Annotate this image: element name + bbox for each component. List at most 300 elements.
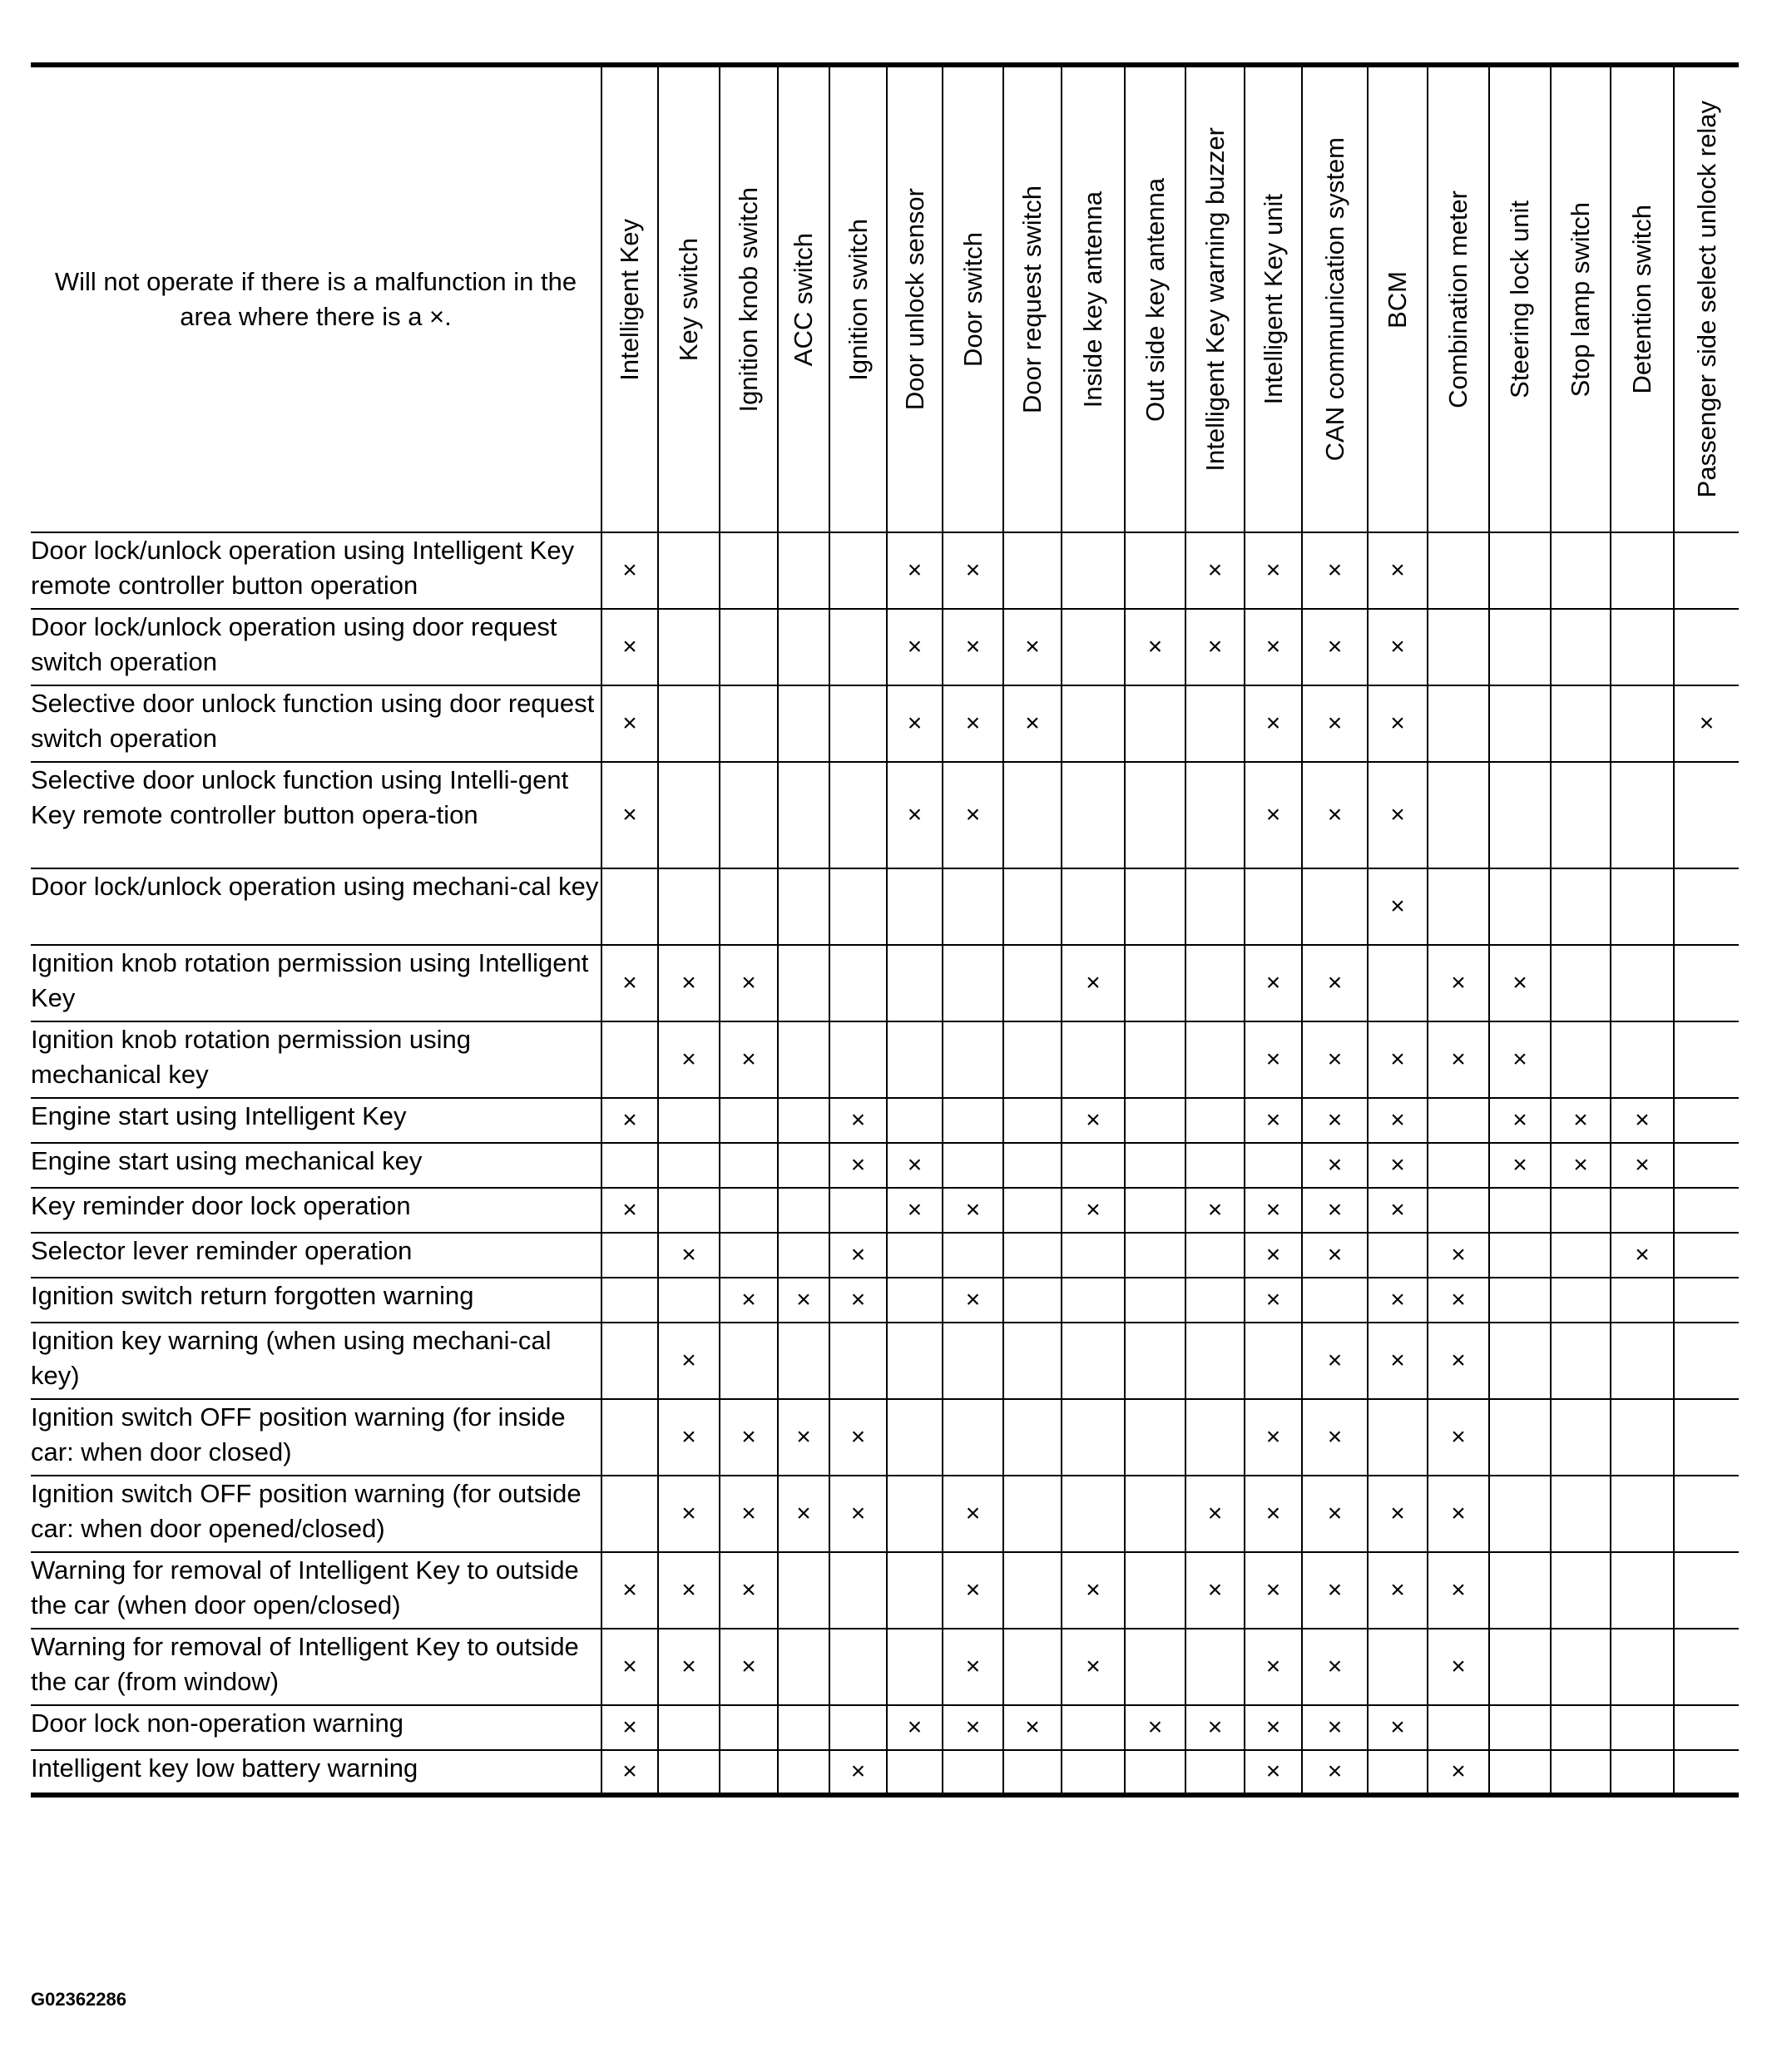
x-mark-cell: × [1428, 1552, 1489, 1629]
table-row [31, 868, 1739, 945]
x-mark-cell: × [658, 945, 720, 1021]
row-label: Door lock/unlock operation using door request switch operation [31, 609, 601, 685]
empty-cell [720, 1188, 778, 1233]
x-mark-cell: × [1302, 1188, 1368, 1233]
column-header-label: Combination meter [1443, 190, 1472, 408]
row-label: Engine start using mechanical key [31, 1143, 601, 1188]
table-row [31, 1705, 1739, 1750]
header-row [31, 65, 1739, 532]
x-mark-cell: × [1302, 1021, 1368, 1098]
row-label: Door lock/unlock operation using mechani-cal key [31, 868, 601, 945]
empty-cell [778, 868, 829, 945]
column-header-label: CAN communication system [1319, 137, 1349, 462]
x-mark-cell: × [1368, 685, 1428, 762]
empty-cell [1611, 945, 1674, 1021]
table-row [31, 532, 1739, 609]
empty-cell [1125, 945, 1185, 1021]
empty-cell [720, 532, 778, 609]
empty-cell [778, 1750, 829, 1795]
empty-cell [1062, 532, 1125, 609]
x-mark-cell: × [943, 1552, 1003, 1629]
empty-cell [720, 609, 778, 685]
empty-cell [720, 1750, 778, 1795]
empty-cell [1674, 1188, 1739, 1233]
x-mark-cell: × [1185, 1188, 1245, 1233]
column-header [1674, 65, 1739, 532]
x-mark-cell: × [658, 1021, 720, 1098]
empty-cell [1003, 1750, 1062, 1795]
x-mark-cell: × [1368, 1098, 1428, 1143]
x-mark-cell: × [1302, 532, 1368, 609]
x-mark-cell: × [1003, 1705, 1062, 1750]
x-mark-cell: × [1368, 1705, 1428, 1750]
x-mark-cell: × [1185, 532, 1245, 609]
empty-cell [1489, 1278, 1551, 1323]
empty-cell [1003, 1552, 1062, 1629]
x-mark-cell: × [1245, 1188, 1302, 1233]
row-label: Ignition knob rotation permission using Intelligent Key [31, 945, 601, 1021]
empty-cell [943, 1098, 1003, 1143]
empty-cell [829, 1629, 887, 1705]
table-body [31, 532, 1739, 1795]
row-label: Key reminder door lock operation [31, 1188, 601, 1233]
table-row [31, 609, 1739, 685]
row-label: Selective door unlock function using door request switch operation [31, 685, 601, 762]
column-header-label: Passenger side select unlock relay [1691, 101, 1721, 498]
empty-cell [1245, 1143, 1302, 1188]
empty-cell [601, 1233, 658, 1278]
empty-cell [1489, 1705, 1551, 1750]
x-mark-cell: × [887, 532, 943, 609]
x-mark-cell: × [1302, 685, 1368, 762]
x-mark-cell: × [601, 1552, 658, 1629]
x-mark-cell: × [1302, 1552, 1368, 1629]
empty-cell [1674, 762, 1739, 868]
row-label: Door lock non-operation warning [31, 1705, 601, 1750]
x-mark-cell: × [1368, 609, 1428, 685]
empty-cell [778, 609, 829, 685]
empty-cell [887, 1098, 943, 1143]
x-mark-cell: × [829, 1476, 887, 1552]
x-mark-cell: × [1428, 1476, 1489, 1552]
empty-cell [1551, 1750, 1611, 1795]
x-mark-cell: × [1428, 1750, 1489, 1795]
empty-cell [1003, 1143, 1062, 1188]
column-header-label: Detention switch [1627, 205, 1656, 394]
empty-cell [658, 1705, 720, 1750]
x-mark-cell: × [1125, 1705, 1185, 1750]
empty-cell [1611, 609, 1674, 685]
empty-cell [720, 1098, 778, 1143]
x-mark-cell: × [601, 1750, 658, 1795]
empty-cell [1489, 1323, 1551, 1399]
empty-cell [1003, 1399, 1062, 1476]
column-header-label: Intelligent Key [615, 218, 644, 381]
empty-cell [1489, 1399, 1551, 1476]
column-header [1185, 65, 1245, 532]
empty-cell [1125, 1188, 1185, 1233]
empty-cell [1489, 1629, 1551, 1705]
empty-cell [1674, 1233, 1739, 1278]
empty-cell [1674, 868, 1739, 945]
empty-cell [1245, 868, 1302, 945]
empty-cell [887, 1629, 943, 1705]
empty-cell [1489, 1552, 1551, 1629]
empty-cell [778, 1323, 829, 1399]
table-row [31, 1476, 1739, 1552]
empty-cell [1611, 685, 1674, 762]
empty-cell [1185, 1233, 1245, 1278]
x-mark-cell: × [1245, 1552, 1302, 1629]
empty-cell [1551, 1323, 1611, 1399]
empty-cell [1003, 1278, 1062, 1323]
empty-cell [1489, 868, 1551, 945]
x-mark-cell: × [1185, 1552, 1245, 1629]
x-mark-cell: × [1674, 685, 1739, 762]
column-header-label: Key switch [674, 237, 703, 362]
empty-cell [1003, 762, 1062, 868]
x-mark-cell: × [1611, 1143, 1674, 1188]
column-header-label: Out side key antenna [1140, 177, 1170, 422]
table-row [31, 1552, 1739, 1629]
empty-cell [658, 1750, 720, 1795]
empty-cell [601, 1278, 658, 1323]
empty-cell [829, 1021, 887, 1098]
empty-cell [943, 1021, 1003, 1098]
row-label: Ignition key warning (when using mechani-cal key) [31, 1323, 601, 1399]
x-mark-cell: × [1428, 1233, 1489, 1278]
empty-cell [1125, 1021, 1185, 1098]
empty-cell [1125, 532, 1185, 609]
x-mark-cell: × [829, 1143, 887, 1188]
x-mark-cell: × [943, 762, 1003, 868]
column-header [1302, 65, 1368, 532]
empty-cell [1125, 762, 1185, 868]
empty-cell [1611, 1629, 1674, 1705]
empty-cell [1611, 1705, 1674, 1750]
column-header [943, 65, 1003, 532]
empty-cell [1428, 609, 1489, 685]
x-mark-cell: × [1368, 868, 1428, 945]
empty-cell [1489, 1750, 1551, 1795]
empty-cell [887, 1278, 943, 1323]
x-mark-cell: × [1062, 1552, 1125, 1629]
x-mark-cell: × [943, 1705, 1003, 1750]
empty-cell [1489, 532, 1551, 609]
column-header [1489, 65, 1551, 532]
x-mark-cell: × [1245, 1278, 1302, 1323]
empty-cell [1003, 532, 1062, 609]
x-mark-cell: × [1302, 1098, 1368, 1143]
empty-cell [887, 1476, 943, 1552]
empty-cell [1245, 1323, 1302, 1399]
x-mark-cell: × [1245, 1629, 1302, 1705]
x-mark-cell: × [1302, 945, 1368, 1021]
column-header [1062, 65, 1125, 532]
empty-cell [1125, 1323, 1185, 1399]
column-header-label: ACC switch [789, 232, 818, 367]
x-mark-cell: × [1489, 1021, 1551, 1098]
empty-cell [1428, 1098, 1489, 1143]
empty-cell [601, 868, 658, 945]
x-mark-cell: × [1185, 1476, 1245, 1552]
empty-cell [1674, 1750, 1739, 1795]
table-row [31, 1399, 1739, 1476]
x-mark-cell: × [943, 609, 1003, 685]
empty-cell [1674, 1705, 1739, 1750]
empty-cell [1674, 1323, 1739, 1399]
empty-cell [1551, 945, 1611, 1021]
empty-cell [1062, 1705, 1125, 1750]
x-mark-cell: × [1551, 1143, 1611, 1188]
row-label: Warning for removal of Intelligent Key to outside the car (from window) [31, 1629, 601, 1705]
empty-cell [1302, 868, 1368, 945]
x-mark-cell: × [720, 1552, 778, 1629]
column-header-label: Ignition knob switch [734, 186, 763, 413]
x-mark-cell: × [829, 1750, 887, 1795]
empty-cell [1062, 1399, 1125, 1476]
column-header-label: BCM [1383, 270, 1412, 329]
empty-cell [1674, 945, 1739, 1021]
empty-cell [829, 1188, 887, 1233]
empty-cell [1489, 1233, 1551, 1278]
empty-cell [1185, 1098, 1245, 1143]
empty-cell [1611, 1476, 1674, 1552]
x-mark-cell: × [1245, 1476, 1302, 1552]
x-mark-cell: × [1245, 762, 1302, 868]
malfunction-matrix-table [31, 62, 1739, 1798]
empty-cell [1125, 1278, 1185, 1323]
x-mark-cell: × [1245, 1399, 1302, 1476]
row-label: Ignition switch OFF position warning (for outside car: when door opened/closed) [31, 1476, 601, 1552]
empty-cell [1185, 1323, 1245, 1399]
empty-cell [1551, 762, 1611, 868]
empty-cell [658, 1278, 720, 1323]
row-label: Ignition switch OFF position warning (for inside car: when door closed) [31, 1399, 601, 1476]
column-header-label: Door unlock sensor [899, 188, 929, 411]
empty-cell [1551, 1188, 1611, 1233]
empty-cell [658, 1098, 720, 1143]
empty-cell [887, 868, 943, 945]
column-header-label: Inside key antenna [1078, 190, 1107, 408]
empty-cell [1062, 1233, 1125, 1278]
x-mark-cell: × [778, 1278, 829, 1323]
x-mark-cell: × [1062, 945, 1125, 1021]
empty-cell [887, 1552, 943, 1629]
x-mark-cell: × [1185, 1705, 1245, 1750]
empty-cell [720, 1233, 778, 1278]
empty-cell [1125, 1399, 1185, 1476]
empty-cell [720, 1143, 778, 1188]
column-header [1428, 65, 1489, 532]
empty-cell [1368, 945, 1428, 1021]
empty-cell [778, 762, 829, 868]
empty-cell [601, 1143, 658, 1188]
empty-cell [943, 868, 1003, 945]
x-mark-cell: × [1428, 1399, 1489, 1476]
empty-cell [720, 1323, 778, 1399]
x-mark-cell: × [1368, 1278, 1428, 1323]
row-label: Engine start using Intelligent Key [31, 1098, 601, 1143]
empty-cell [1125, 1629, 1185, 1705]
x-mark-cell: × [720, 1476, 778, 1552]
table-row [31, 1098, 1739, 1143]
empty-cell [1062, 685, 1125, 762]
x-mark-cell: × [720, 945, 778, 1021]
x-mark-cell: × [1489, 1098, 1551, 1143]
x-mark-cell: × [943, 1476, 1003, 1552]
empty-cell [943, 1233, 1003, 1278]
empty-cell [1185, 945, 1245, 1021]
empty-cell [1489, 685, 1551, 762]
empty-cell [1428, 868, 1489, 945]
x-mark-cell: × [829, 1233, 887, 1278]
x-mark-cell: × [1245, 685, 1302, 762]
empty-cell [1062, 1323, 1125, 1399]
empty-cell [778, 1233, 829, 1278]
x-mark-cell: × [1302, 1233, 1368, 1278]
x-mark-cell: × [778, 1476, 829, 1552]
x-mark-cell: × [1489, 1143, 1551, 1188]
x-mark-cell: × [1185, 609, 1245, 685]
empty-cell [1368, 1399, 1428, 1476]
x-mark-cell: × [720, 1278, 778, 1323]
empty-cell [1611, 1323, 1674, 1399]
empty-cell [1674, 1476, 1739, 1552]
empty-cell [887, 1399, 943, 1476]
x-mark-cell: × [601, 1629, 658, 1705]
column-header [1368, 65, 1428, 532]
x-mark-cell: × [1368, 1021, 1428, 1098]
empty-cell [1551, 1705, 1611, 1750]
empty-cell [1674, 1552, 1739, 1629]
x-mark-cell: × [943, 685, 1003, 762]
table-row [31, 1750, 1739, 1795]
x-mark-cell: × [1245, 1098, 1302, 1143]
empty-cell [1489, 609, 1551, 685]
empty-cell [1185, 1143, 1245, 1188]
column-header [887, 65, 943, 532]
x-mark-cell: × [1245, 1705, 1302, 1750]
empty-cell [778, 945, 829, 1021]
empty-cell [1185, 1021, 1245, 1098]
empty-cell [658, 868, 720, 945]
empty-cell [1125, 1552, 1185, 1629]
x-mark-cell: × [601, 1098, 658, 1143]
empty-cell [1185, 1750, 1245, 1795]
empty-cell [829, 1705, 887, 1750]
column-header [658, 65, 720, 532]
empty-cell [887, 945, 943, 1021]
empty-cell [1125, 685, 1185, 762]
empty-cell [1611, 1750, 1674, 1795]
x-mark-cell: × [601, 762, 658, 868]
column-header-label: Stop lamp switch [1566, 201, 1595, 398]
empty-cell [1062, 1476, 1125, 1552]
x-mark-cell: × [1245, 1233, 1302, 1278]
empty-cell [1551, 1021, 1611, 1098]
empty-cell [829, 762, 887, 868]
x-mark-cell: × [778, 1399, 829, 1476]
empty-cell [1302, 1278, 1368, 1323]
x-mark-cell: × [601, 945, 658, 1021]
x-mark-cell: × [1302, 1476, 1368, 1552]
x-mark-cell: × [1245, 609, 1302, 685]
empty-cell [1003, 1188, 1062, 1233]
empty-cell [1674, 1021, 1739, 1098]
empty-cell [778, 1552, 829, 1629]
x-mark-cell: × [1368, 1552, 1428, 1629]
empty-cell [1551, 1476, 1611, 1552]
empty-cell [1062, 868, 1125, 945]
empty-cell [943, 1323, 1003, 1399]
column-header [1551, 65, 1611, 532]
x-mark-cell: × [601, 1188, 658, 1233]
empty-cell [1368, 1233, 1428, 1278]
x-mark-cell: × [1062, 1098, 1125, 1143]
empty-cell [601, 1476, 658, 1552]
empty-cell [658, 1143, 720, 1188]
x-mark-cell: × [720, 1399, 778, 1476]
empty-cell [887, 1233, 943, 1278]
row-label: Ignition switch return forgotten warning [31, 1278, 601, 1323]
empty-cell [1611, 762, 1674, 868]
empty-cell [1003, 1476, 1062, 1552]
table-row [31, 1278, 1739, 1323]
x-mark-cell: × [943, 532, 1003, 609]
table-row [31, 1233, 1739, 1278]
empty-cell [1003, 1233, 1062, 1278]
empty-cell [778, 1188, 829, 1233]
empty-cell [829, 1323, 887, 1399]
empty-cell [829, 685, 887, 762]
x-mark-cell: × [658, 1629, 720, 1705]
empty-cell [1551, 1278, 1611, 1323]
row-label: Door lock/unlock operation using Intelligent Key remote controller button operation [31, 532, 601, 609]
empty-cell [1674, 609, 1739, 685]
column-header [720, 65, 778, 532]
x-mark-cell: × [887, 1705, 943, 1750]
empty-cell [778, 1143, 829, 1188]
column-header-label: Intelligent Key warning buzzer [1200, 127, 1230, 472]
column-header-label: Ignition switch [843, 218, 873, 381]
x-mark-cell: × [1302, 1750, 1368, 1795]
empty-cell [658, 685, 720, 762]
empty-cell [943, 1399, 1003, 1476]
x-mark-cell: × [1003, 685, 1062, 762]
empty-cell [1185, 685, 1245, 762]
x-mark-cell: × [887, 609, 943, 685]
empty-cell [778, 1098, 829, 1143]
x-mark-cell: × [1428, 1323, 1489, 1399]
x-mark-cell: × [1368, 1188, 1428, 1233]
x-mark-cell: × [1245, 532, 1302, 609]
table-row [31, 762, 1739, 868]
x-mark-cell: × [658, 1552, 720, 1629]
x-mark-cell: × [829, 1278, 887, 1323]
empty-cell [1003, 1629, 1062, 1705]
empty-cell [1125, 1476, 1185, 1552]
column-header-label: Door request switch [1017, 185, 1047, 413]
x-mark-cell: × [1368, 1143, 1428, 1188]
x-mark-cell: × [1611, 1233, 1674, 1278]
row-label: Selector lever reminder operation [31, 1233, 601, 1278]
row-label: Intelligent key low battery warning [31, 1750, 601, 1795]
empty-cell [720, 762, 778, 868]
x-mark-cell: × [1428, 1278, 1489, 1323]
x-mark-cell: × [1003, 609, 1062, 685]
x-mark-cell: × [887, 1188, 943, 1233]
